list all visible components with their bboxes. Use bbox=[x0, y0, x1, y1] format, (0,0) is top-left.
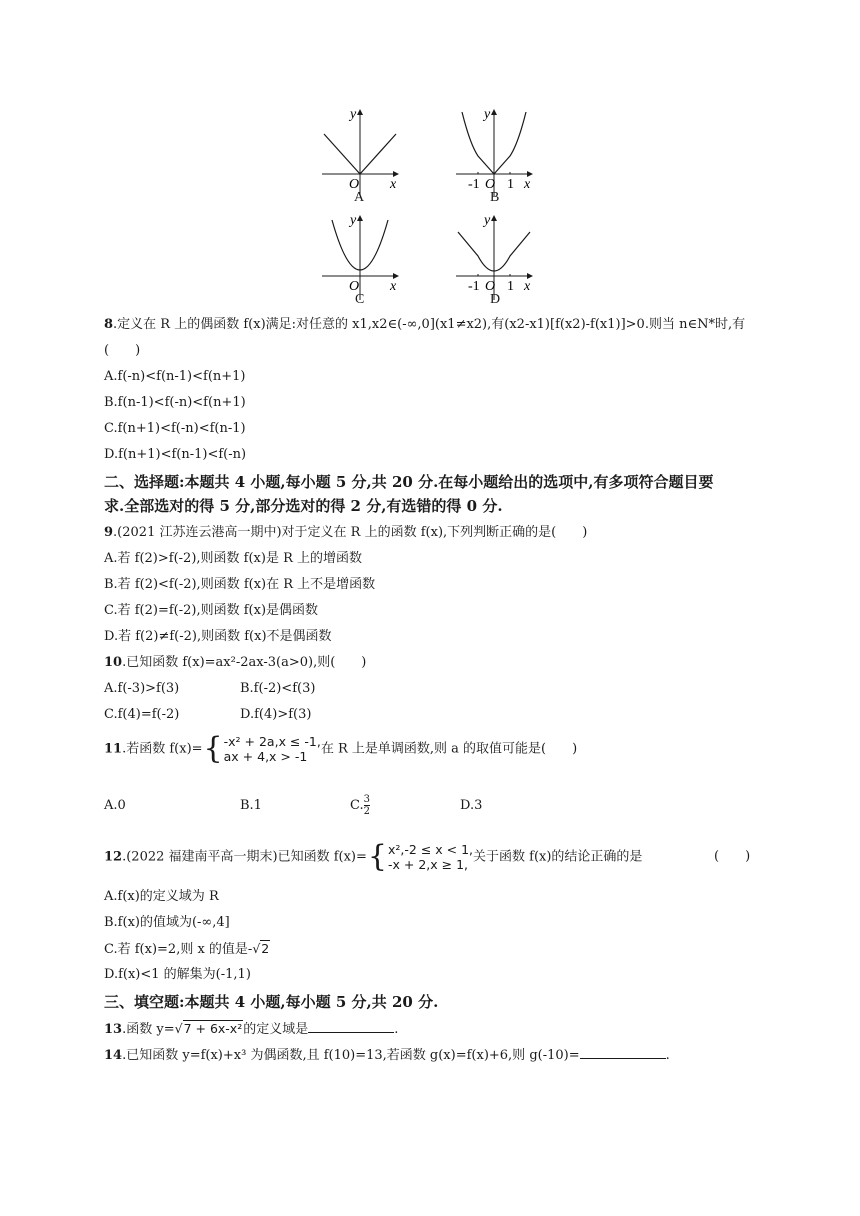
section-2-line-2: 求.全部选对的得 5 分,部分选对的得 2 分,有选错的得 0 分. bbox=[104, 497, 503, 515]
q8-option-a: A.f(-n)<f(n-1)<f(n+1) bbox=[104, 369, 246, 384]
graph-d-label: D bbox=[490, 292, 501, 307]
q9-option-a: A.若 f(2)>f(-2),则函数 f(x)是 R 上的增函数 bbox=[104, 551, 362, 566]
q8-option-b: B.f(n-1)<f(-n)<f(n+1) bbox=[104, 395, 246, 410]
q12-option-c-prefix: C.若 f(x)=2,则 x 的值是- bbox=[104, 942, 253, 957]
q11-number: 11 bbox=[104, 741, 123, 757]
q11-option-c-fraction bbox=[364, 794, 370, 817]
graph-a-label: A bbox=[354, 190, 365, 205]
graph-d-tick-neg1: -1 bbox=[468, 279, 480, 294]
q10-stem bbox=[104, 654, 366, 672]
q10-option-d: D.f(4)>f(3) bbox=[240, 707, 312, 722]
graph-c-x-axis: x bbox=[390, 279, 397, 294]
q8-option-c: C.f(n+1)<f(-n)<f(n-1) bbox=[104, 421, 246, 436]
q12-paren: ( ) bbox=[714, 849, 751, 864]
q10-option-a: A.f(-3)>f(3) bbox=[104, 681, 180, 696]
q9-stem bbox=[104, 524, 587, 542]
graph-b-label: B bbox=[490, 190, 500, 205]
graph-c-y-axis: y bbox=[350, 213, 357, 228]
q10-options-row-2 bbox=[104, 706, 311, 724]
q13-answer-blank[interactable] bbox=[308, 1020, 394, 1033]
q11-suffix: 在 R 上是单调函数,则 a 的取值可能是( ) bbox=[320, 741, 578, 757]
q11-option-a: A.0 bbox=[104, 798, 126, 813]
q10-option-c: C.f(4)=f(-2) bbox=[104, 707, 180, 722]
q11-option-b: B.1 bbox=[240, 798, 262, 813]
q9-text: .(2021 江苏连云港高一期中)对于定义在 R 上的函数 f(x),下列判断正确的是( ) bbox=[113, 525, 588, 540]
graph-b-tick-1: 1 bbox=[507, 177, 514, 192]
q12-prefix: .(2022 福建南平高一期末)已知函数 f(x)= bbox=[122, 849, 367, 865]
q12-case-1: x²,-2 ≤ x < 1, bbox=[388, 842, 474, 857]
q11-cases bbox=[224, 734, 321, 764]
q11-brace: { bbox=[203, 731, 223, 766]
q11-option-c-numerator: 3 bbox=[363, 794, 370, 805]
q12-option-c-radicand: 2 bbox=[261, 941, 270, 956]
graph-d bbox=[452, 210, 538, 310]
q12-option-c bbox=[104, 940, 270, 959]
graph-a bbox=[318, 104, 404, 204]
q8-text: .定义在 R 上的偶函数 f(x)满足:对任意的 x1,x2∈(-∞,0](x1≠x2),有(x2-x1)[f(x2)-f(x1)]>0.则当 n∈N*时,有 bbox=[113, 317, 746, 332]
graph-b-origin: O bbox=[485, 177, 496, 192]
q13-sqrt-sign: √ bbox=[174, 1021, 183, 1036]
q13-radicand: 7 + 6x-x² bbox=[183, 1021, 243, 1036]
q11-option-d: D.3 bbox=[460, 798, 483, 813]
graph-d-tick-1: 1 bbox=[507, 279, 514, 294]
q11-stem bbox=[104, 731, 578, 766]
section-2-title bbox=[104, 470, 764, 518]
graph-b-tick-neg1: -1 bbox=[468, 177, 480, 192]
q12-stem bbox=[104, 839, 643, 874]
q12-option-a: A.f(x)的定义域为 R bbox=[104, 889, 219, 904]
q11-case-1: -x² + 2a,x ≤ -1, bbox=[223, 734, 321, 749]
q12-option-c-sqrt-sign: √ bbox=[252, 941, 261, 956]
q12-option-b: B.f(x)的值域为(-∞,4] bbox=[104, 915, 230, 930]
q11-option-c-prefix: C. bbox=[350, 798, 364, 813]
q12-cases bbox=[388, 842, 473, 872]
q14-answer-blank[interactable] bbox=[580, 1046, 666, 1059]
q12-number: 12 bbox=[104, 849, 123, 865]
q8-stem bbox=[104, 316, 745, 334]
q12-brace: { bbox=[367, 839, 387, 874]
q8-number: 8 bbox=[104, 317, 114, 332]
q9-option-b: B.若 f(2)<f(-2),则函数 f(x)在 R 上不是增函数 bbox=[104, 577, 376, 592]
q10-number: 10 bbox=[104, 655, 123, 670]
q9-number: 9 bbox=[104, 525, 114, 540]
graph-b bbox=[452, 104, 538, 204]
q10-options-row-1 bbox=[104, 680, 315, 698]
q8-paren: ( ) bbox=[104, 343, 141, 358]
graph-c-label: C bbox=[355, 292, 365, 307]
q13-end: . bbox=[394, 1022, 399, 1037]
graph-c-origin: O bbox=[349, 279, 360, 294]
graph-c bbox=[318, 210, 404, 310]
q14-number: 14 bbox=[104, 1048, 123, 1063]
q13-number: 13 bbox=[104, 1022, 123, 1037]
q14-stem bbox=[104, 1046, 670, 1065]
q13-suffix: 的定义域是 bbox=[243, 1022, 309, 1037]
q11-case-2: ax + 4,x > -1 bbox=[223, 749, 308, 764]
q11-option-c-denominator: 2 bbox=[363, 806, 370, 817]
q13-stem bbox=[104, 1020, 398, 1039]
q9-option-d: D.若 f(2)≠f(-2),则函数 f(x)不是偶函数 bbox=[104, 629, 332, 644]
q9-option-c: C.若 f(2)=f(-2),则函数 f(x)是偶函数 bbox=[104, 603, 319, 618]
q12-suffix: 关于函数 f(x)的结论正确的是 bbox=[473, 849, 643, 865]
q14-end: . bbox=[665, 1048, 670, 1063]
graph-d-x-axis: x bbox=[524, 279, 531, 294]
section-3-title: 三、填空题:本题共 4 小题,每小题 5 分,共 20 分. bbox=[104, 993, 439, 1011]
q10-text: .已知函数 f(x)=ax²-2ax-3(a>0),则( ) bbox=[122, 655, 367, 670]
q12-case-2: -x + 2,x ≥ 1, bbox=[388, 857, 468, 872]
graph-a-x-axis: x bbox=[390, 177, 397, 192]
q14-text: .已知函数 y=f(x)+x³ 为偶函数,且 f(10)=13,若函数 g(x)=f(x)+6,则 g(-10)= bbox=[122, 1048, 580, 1063]
graph-b-x-axis: x bbox=[524, 177, 531, 192]
graph-d-origin: O bbox=[485, 279, 496, 294]
q13-prefix: .函数 y= bbox=[122, 1022, 175, 1037]
q10-option-b: B.f(-2)<f(3) bbox=[240, 681, 316, 696]
graph-d-y-axis: y bbox=[484, 213, 491, 228]
q12-option-d: D.f(x)<1 的解集为(-1,1) bbox=[104, 967, 251, 982]
graph-a-y-axis: y bbox=[350, 107, 357, 122]
graph-b-y-axis: y bbox=[484, 107, 491, 122]
q11-option-c bbox=[350, 794, 460, 818]
q8-option-d: D.f(n+1)<f(n-1)<f(-n) bbox=[104, 447, 247, 462]
graph-a-origin: O bbox=[349, 177, 360, 192]
section-2-line-1: 二、选择题:本题共 4 小题,每小题 5 分,共 20 分.在每小题给出的选项中,有多项符合题目要 bbox=[104, 473, 714, 491]
q11-options bbox=[104, 794, 482, 818]
q11-prefix: .若函数 f(x)= bbox=[122, 741, 203, 757]
